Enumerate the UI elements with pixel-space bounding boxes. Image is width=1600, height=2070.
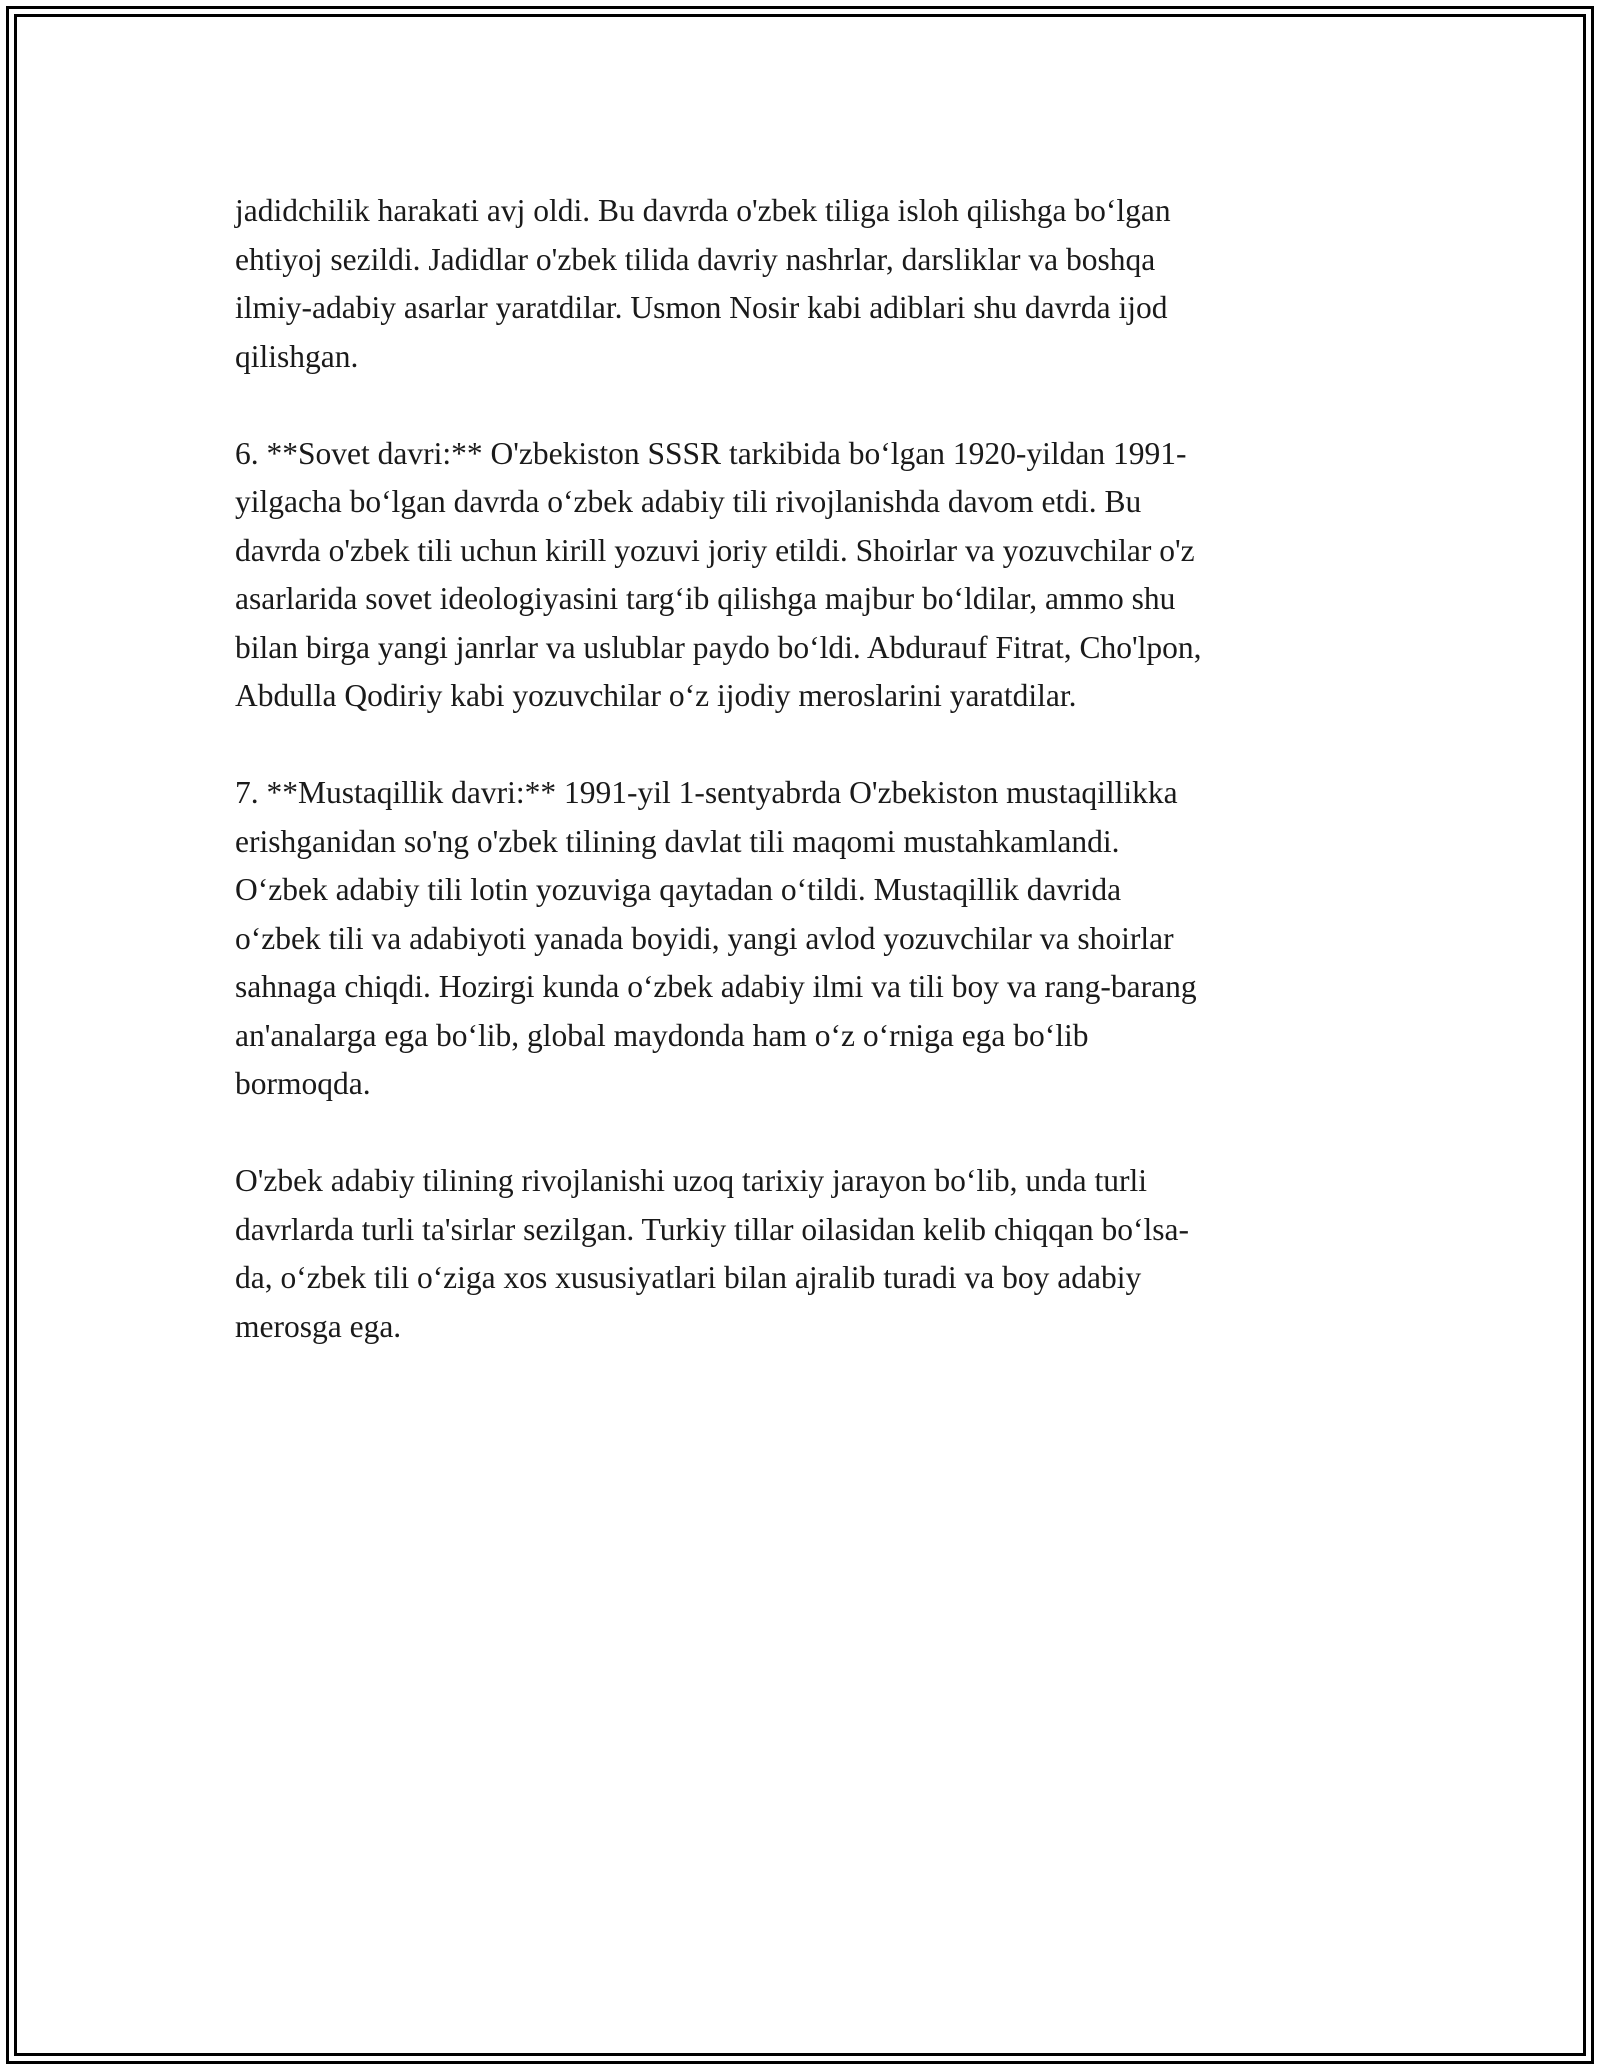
- paragraph-conclusion: O'zbek adabiy tilining rivojlanishi uzoq tarixiy jarayon bo‘lib, unda turli davrlarda turli ta'sirlar sezilgan. Turkiy tillar oilasidan kelib chiqqan bo‘lsa- da, o‘zbek tili o‘ziga xos xususiyatlari bilan ajralib turadi va boy adabiy merosga ega.: [235, 1163, 1189, 1344]
- paragraph-independence-period: 7. **Mustaqillik davri:** 1991-yil 1-sentyabrda O'zbekiston mustaqillikka erishganidan so'ng o'zbek tilining davlat tili maqomi mustahkamlandi. O‘zbek adabiy tili lotin yozuviga qaytadan o‘tildi. Mustaqillik davrida o‘zbek tili va adabiyoti yanada boyidi, yangi avlod yozuvchilar va shoirlar sahnaga chiqdi. Hozirgi kunda o‘zbek adabiy ilmi va tili boy va rang-barang an'analarga ega bo‘lib, global maydonda ham o‘z o‘rniga ega bo‘lib bormoqda.: [235, 775, 1197, 1101]
- paragraph-jadid-period: jadidchilik harakati avj oldi. Bu davrda o'zbek tiliga isloh qilishga bo‘lgan ehtiyoj sezildi. Jadidlar o'zbek tilida davriy nashrlar, darsliklar va boshqa ilmiy-adabiy asarlar yaratdilar. Usmon Nosir kabi adiblari shu davrda ijod qilishgan.: [235, 193, 1171, 374]
- document-body: [235, 187, 1370, 1400]
- paragraph-soviet-period: 6. **Sovet davri:** O'zbekiston SSSR tarkibida bo‘lgan 1920-yildan 1991- yilgacha bo‘lgan davrda o‘zbek adabiy tili rivojlanishda davom etdi. Bu davrda o'zbek tili uchun kirill yozuvi joriy etildi. Shoirlar va yozuvchilar o'z asarlarida sovet ideologiyasini targ‘ib qilishga majbur bo‘ldilar, ammo shu bilan birga yangi janrlar va uslublar paydo bo‘ldi. Abdurauf Fitrat, Cho'lpon, Abdulla Qodiriy kabi yozuvchilar o‘z ijodiy meroslarini yaratdilar.: [235, 435, 1202, 713]
